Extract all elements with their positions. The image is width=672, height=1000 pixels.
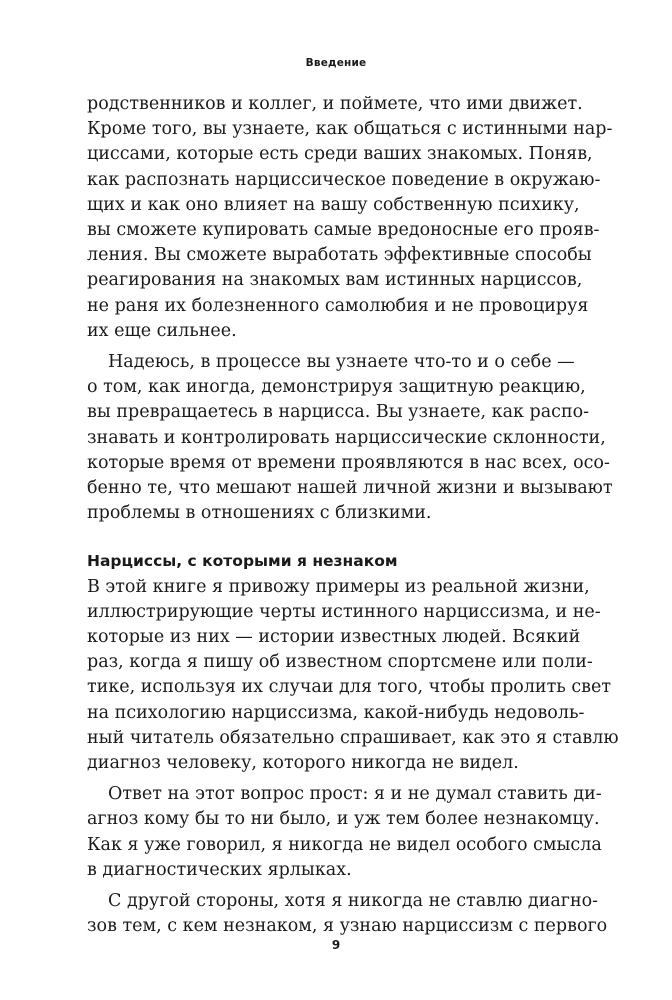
- text-line: проблемы в отношениях с близкими.: [87, 503, 432, 524]
- text-line: их еще сильнее.: [87, 320, 237, 341]
- section-heading: Нарциссы, с которыми я незнаком: [87, 552, 398, 571]
- text-line: циссами, которые есть среди ваших знакомых. Поняв,: [87, 144, 593, 165]
- text-line: Ответ на этот вопрос прост: я и не думал ставить ди-: [108, 784, 602, 805]
- text-line: как распознать нарциссическое поведение в окружаю-: [87, 169, 601, 190]
- text-line: которые время от времени проявляются в нас всех, осо-: [87, 452, 610, 473]
- paragraph: [87, 350, 613, 526]
- text-line: зов тем, с кем незнаком, я узнаю нарциссизм с первого: [87, 916, 608, 937]
- text-line: иллюстрирующие черты истинного нарциссизма, и не-: [87, 601, 601, 622]
- text-line: щих и как оно влияет на вашу собственную психику,: [87, 194, 580, 215]
- body-text: [87, 92, 619, 940]
- text-line: агноз кому бы то ни было, и уж тем более незнакомцу.: [87, 809, 600, 830]
- text-line: знавать и контролировать нарциссические склонности,: [87, 427, 606, 448]
- text-line: раз, когда я пишу об известном спортсмене или поли-: [87, 652, 593, 673]
- text-line: о том, как иногда, демонстрируя защитную реакцию,: [87, 377, 586, 398]
- text-line: бенно те, что мешают нашей личной жизни и вызывают: [87, 478, 613, 499]
- text-line: которые из них — истории известных людей. Всякий: [87, 627, 581, 648]
- paragraph: [87, 889, 608, 939]
- text-line: диагноз человеку, которого никогда не видел.: [87, 753, 519, 774]
- paragraph: [87, 575, 619, 777]
- text-line: вы превращаетесь в нарцисса. Вы узнаете, как распо-: [87, 402, 590, 423]
- running-head: Введение: [305, 57, 367, 69]
- text-line: Как я уже говорил, я никогда не видел особого смысла: [87, 834, 602, 855]
- text-line: Надеюсь, в процессе вы узнаете что-то и о себе —: [108, 352, 575, 373]
- text-line: ный читатель обязательно спрашивает, как это я ставлю: [87, 727, 619, 748]
- section-gap: [87, 526, 552, 549]
- paragraph: [87, 782, 602, 883]
- text-line: ления. Вы сможете выработать эффективные способы: [87, 245, 592, 266]
- text-line: тике, используя их случаи для того, чтобы пролить свет: [87, 677, 612, 698]
- text-line: В этой книге я привожу примеры из реальной жизни,: [87, 576, 590, 597]
- text-line: вы сможете купировать самые вредоносные его прояв-: [87, 220, 600, 241]
- paragraph: [87, 92, 613, 344]
- text-line: в диагностических ярлыках.: [87, 859, 352, 880]
- text-line: реагирования на знакомых вам истинных нарциссов,: [87, 270, 583, 291]
- text-line: не раня их болезненного самолюбия и не провоцируя: [87, 295, 589, 316]
- text-line: С другой стороны, хотя я никогда не ставлю диагно-: [108, 891, 599, 912]
- text-line: Кроме того, вы узнаете, как общаться с истинными нар-: [87, 119, 613, 140]
- page-number: 9: [331, 938, 341, 952]
- text-line: родственников и коллег, и поймете, что ими движет.: [87, 94, 583, 114]
- text-line: на психологию нарциссизма, какой-нибудь недоволь-: [87, 702, 585, 723]
